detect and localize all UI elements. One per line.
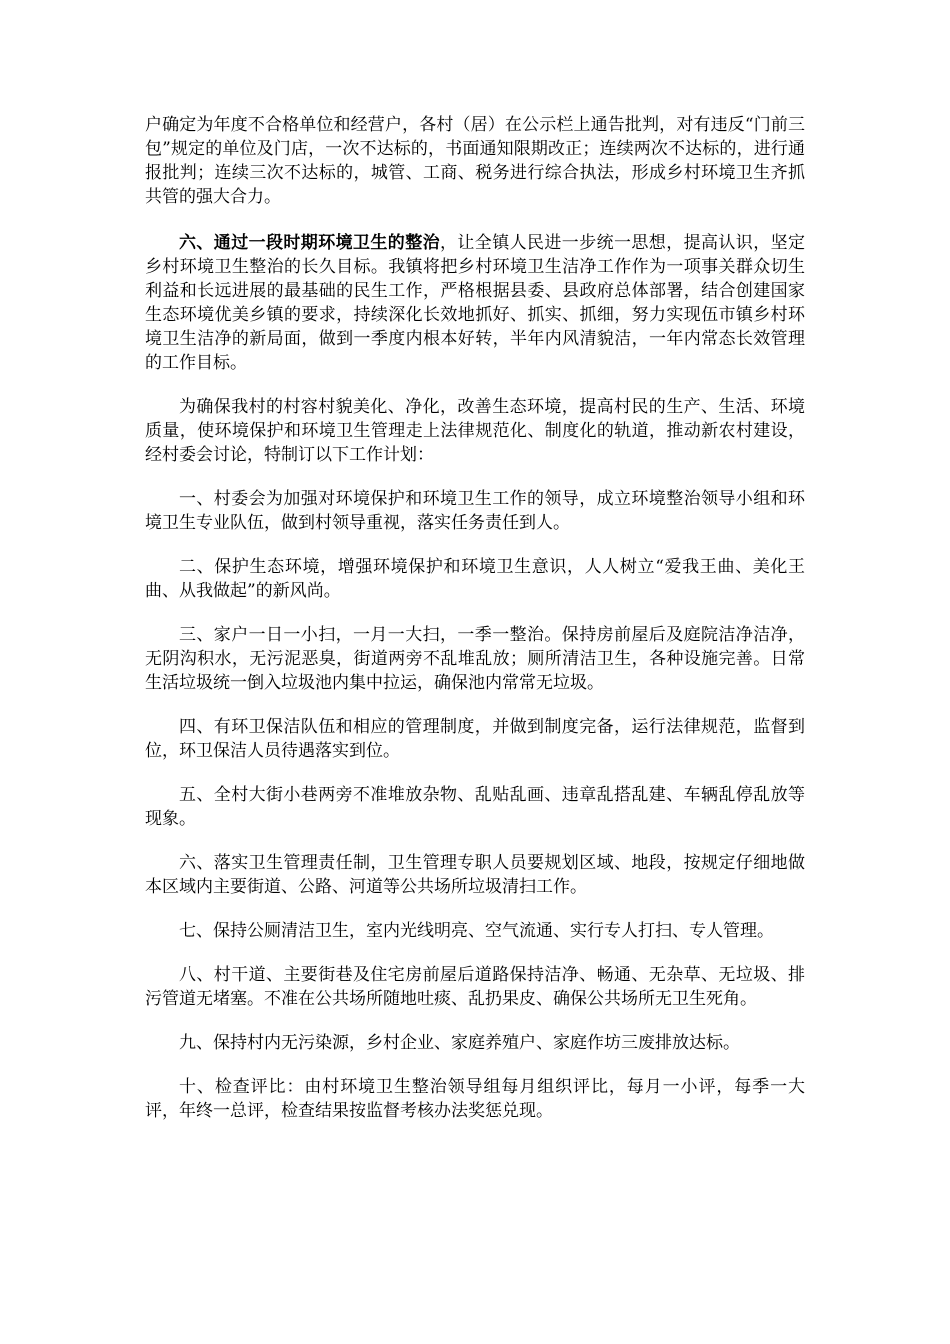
paragraph-intro [145, 395, 805, 467]
paragraph-item-2 [145, 555, 805, 603]
paragraph-section-six [145, 231, 805, 375]
paragraph-item-8 [145, 963, 805, 1011]
paragraph-text: 二、保护生态环境，增强环境保护和环境卫生意识，人人树立“爱我王曲、美化王曲、从我做起”的新风尚。 [145, 557, 805, 601]
paragraph-item-6 [145, 851, 805, 899]
paragraph-text: ，让全镇人民进一步统一思想，提高认识，坚定乡村环境卫生整治的长久目标。我镇将把乡村环境卫生洁净工作作为一项事关群众切生利益和长远进展的最基础的民生工作，严格根据县委、县政府总体部署，结合创建国家生态环境优美乡镇的要求，持续深化长效地抓好、抓实、抓细，努力实现伍市镇乡村环境卫生洁净的新局面，做到一季度内根本好转，半年内风清貌洁，一年内常态长效管理的工作目标。 [145, 233, 805, 373]
paragraph-text: 五、全村大街小巷两旁不准堆放杂物、乱贴乱画、违章乱搭乱建、车辆乱停乱放等现象。 [145, 785, 805, 829]
paragraph-item-9 [145, 1031, 805, 1055]
paragraph-text: 十、检查评比：由村环境卫生整治领导组每月组织评比，每月一小评，每季一大评，年终一总评，检查结果按监督考核办法奖惩兑现。 [145, 1077, 805, 1121]
paragraph-item-5 [145, 783, 805, 831]
paragraph-item-1 [145, 487, 805, 535]
paragraph-text: 一、村委会为加强对环境保护和环境卫生工作的领导，成立环境整治领导小组和环境卫生专业队伍，做到村领导重视，落实任务责任到人。 [145, 489, 805, 533]
paragraph-item-10 [145, 1075, 805, 1123]
document-page [145, 113, 805, 1143]
paragraph-item-3 [145, 623, 805, 695]
paragraph-text: 八、村干道、主要街巷及住宅房前屋后道路保持洁净、畅通、无杂草、无垃圾、排污管道无堵塞。不准在公共场所随地吐痰、乱扔果皮、确保公共场所无卫生死角。 [145, 965, 805, 1009]
paragraph-heading: 六、通过一段时期环境卫生的整治 [179, 233, 440, 253]
paragraph-text: 七、保持公厕清洁卫生，室内光线明亮、空气流通、实行专人打扫、专人管理。 [179, 921, 774, 941]
paragraph-text: 为确保我村的村容村貌美化、净化，改善生态环境，提高村民的生产、生活、环境质量，使环境保护和环境卫生管理走上法律规范化、制度化的轨道，推动新农村建设，经村委会讨论，特制订以下工作计划： [145, 397, 805, 465]
paragraph-item-7 [145, 919, 805, 943]
paragraph-text: 四、有环卫保洁队伍和相应的管理制度，并做到制度完备，运行法律规范，监督到位，环卫保洁人员待遇落实到位。 [145, 717, 805, 761]
paragraph-text: 九、保持村内无污染源，乡村企业、家庭养殖户、家庭作坊三废排放达标。 [179, 1033, 740, 1053]
paragraph-continuation [145, 113, 805, 209]
paragraph-text: 六、落实卫生管理责任制，卫生管理专职人员要规划区域、地段，按规定仔细地做本区域内主要街道、公路、河道等公共场所垃圾清扫工作。 [145, 853, 805, 897]
paragraph-item-4 [145, 715, 805, 763]
paragraph-text: 户确定为年度不合格单位和经营户，各村（居）在公示栏上通告批判，对有违反“门前三包”规定的单位及门店，一次不达标的，书面通知限期改正；连续两次不达标的，进行通报批判；连续三次不达标的，城管、工商、税务进行综合执法，形成乡村环境卫生齐抓共管的强大合力。 [145, 115, 805, 207]
paragraph-text: 三、家户一日一小扫，一月一大扫，一季一整治。保持房前屋后及庭院洁净洁净，无阴沟积水，无污泥恶臭，街道两旁不乱堆乱放；厕所清洁卫生，各种设施完善。日常生活垃圾统一倒入垃圾池内集中拉运，确保池内常常无垃圾。 [145, 625, 805, 693]
